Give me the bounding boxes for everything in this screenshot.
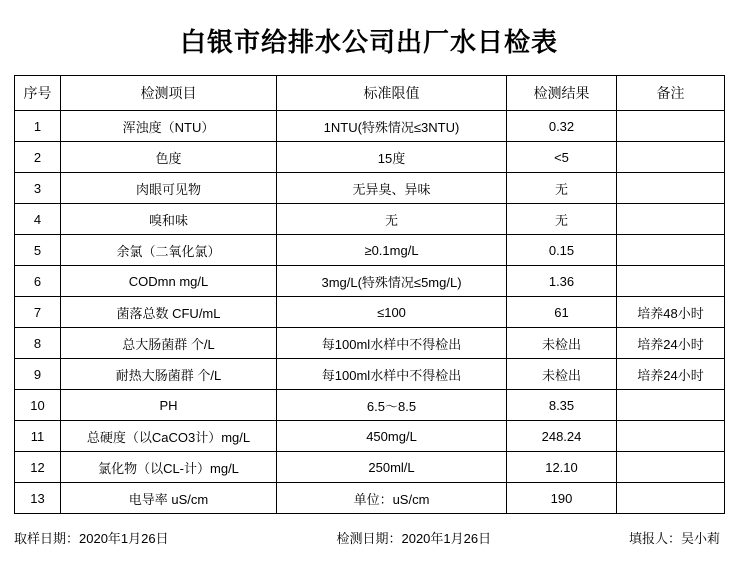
cell-limit: 每100ml水样中不得检出 <box>277 328 507 359</box>
table-row <box>15 111 725 142</box>
cell-no: 13 <box>15 483 61 514</box>
cell-result: 190 <box>507 483 617 514</box>
cell-remark <box>617 173 725 204</box>
cell-no: 5 <box>15 235 61 266</box>
table-row <box>15 328 725 359</box>
cell-result: 未检出 <box>507 328 617 359</box>
cell-limit: 6.5～8.5 <box>277 390 507 421</box>
cell-item: 嗅和味 <box>61 204 277 235</box>
cell-result: 12.10 <box>507 452 617 483</box>
cell-item: 余氯（二氧化氯） <box>61 235 277 266</box>
cell-result: 0.32 <box>507 111 617 142</box>
sampling-date: 取样日期：2020年1月26日 <box>14 531 169 546</box>
cell-item: 总硬度（以CaCO3计）mg/L <box>61 421 277 452</box>
cell-item: 肉眼可见物 <box>61 173 277 204</box>
reporter-name: 填报人：吴小莉 <box>628 531 720 546</box>
cell-limit: 450mg/L <box>277 421 507 452</box>
column-header-item: 检测项目 <box>61 76 277 111</box>
cell-item: 耐热大肠菌群 个/L <box>61 359 277 390</box>
cell-no: 1 <box>15 111 61 142</box>
table-row <box>15 235 725 266</box>
cell-no: 3 <box>15 173 61 204</box>
cell-limit: 250ml/L <box>277 452 507 483</box>
cell-result: 1.36 <box>507 266 617 297</box>
cell-limit: 1NTU(特殊情况≤3NTU) <box>277 111 507 142</box>
daily-inspection-table <box>14 75 725 514</box>
test-date: 检测日期：2020年1月26日 <box>336 531 492 546</box>
table-header-row <box>15 76 725 111</box>
cell-remark: 培养24小时 <box>617 328 725 359</box>
cell-no: 8 <box>15 328 61 359</box>
cell-remark <box>617 266 725 297</box>
cell-result: 8.35 <box>507 390 617 421</box>
table-row <box>15 421 725 452</box>
cell-remark <box>617 390 725 421</box>
table-row <box>15 390 725 421</box>
cell-limit: ≤100 <box>277 297 507 328</box>
table-row <box>15 266 725 297</box>
cell-result: 无 <box>507 173 617 204</box>
cell-item: 浑浊度（NTU） <box>61 111 277 142</box>
cell-remark <box>617 483 725 514</box>
column-header-remark: 备注 <box>617 76 725 111</box>
cell-remark: 培养24小时 <box>617 359 725 390</box>
cell-no: 2 <box>15 142 61 173</box>
cell-item: 氯化物（以CL-计）mg/L <box>61 452 277 483</box>
cell-remark <box>617 421 725 452</box>
cell-result: 未检出 <box>507 359 617 390</box>
cell-no: 12 <box>15 452 61 483</box>
column-header-result: 检测结果 <box>507 76 617 111</box>
cell-no: 9 <box>15 359 61 390</box>
cell-remark <box>617 142 725 173</box>
cell-limit: ≥0.1mg/L <box>277 235 507 266</box>
cell-remark: 培养48小时 <box>617 297 725 328</box>
cell-item: 总大肠菌群 个/L <box>61 328 277 359</box>
cell-item: CODmn mg/L <box>61 266 277 297</box>
cell-item: 色度 <box>61 142 277 173</box>
cell-limit: 每100ml水样中不得检出 <box>277 359 507 390</box>
table-row <box>15 142 725 173</box>
column-header-no: 序号 <box>15 76 61 111</box>
page-title: 白银市给排水公司出厂水日检表 <box>179 28 558 57</box>
cell-result: 61 <box>507 297 617 328</box>
cell-result: 248.24 <box>507 421 617 452</box>
cell-no: 4 <box>15 204 61 235</box>
cell-remark <box>617 204 725 235</box>
cell-result: 0.15 <box>507 235 617 266</box>
cell-limit: 无异臭、异味 <box>277 173 507 204</box>
table-row <box>15 204 725 235</box>
cell-limit: 3mg/L(特殊情况≤5mg/L) <box>277 266 507 297</box>
table-row <box>15 173 725 204</box>
table-row <box>15 483 725 514</box>
cell-result: 无 <box>507 204 617 235</box>
cell-no: 7 <box>15 297 61 328</box>
report-footer <box>14 528 724 547</box>
table-row <box>15 452 725 483</box>
cell-limit: 无 <box>277 204 507 235</box>
cell-no: 11 <box>15 421 61 452</box>
column-header-limit: 标准限值 <box>277 76 507 111</box>
cell-item: PH <box>61 390 277 421</box>
cell-item: 菌落总数 CFU/mL <box>61 297 277 328</box>
cell-item: 电导率 uS/cm <box>61 483 277 514</box>
cell-result: <5 <box>507 142 617 173</box>
table-row <box>15 359 725 390</box>
cell-no: 6 <box>15 266 61 297</box>
table-row <box>15 297 725 328</box>
cell-no: 10 <box>15 390 61 421</box>
cell-limit: 单位：uS/cm <box>277 483 507 514</box>
cell-remark <box>617 111 725 142</box>
cell-limit: 15度 <box>277 142 507 173</box>
cell-remark <box>617 452 725 483</box>
cell-remark <box>617 235 725 266</box>
